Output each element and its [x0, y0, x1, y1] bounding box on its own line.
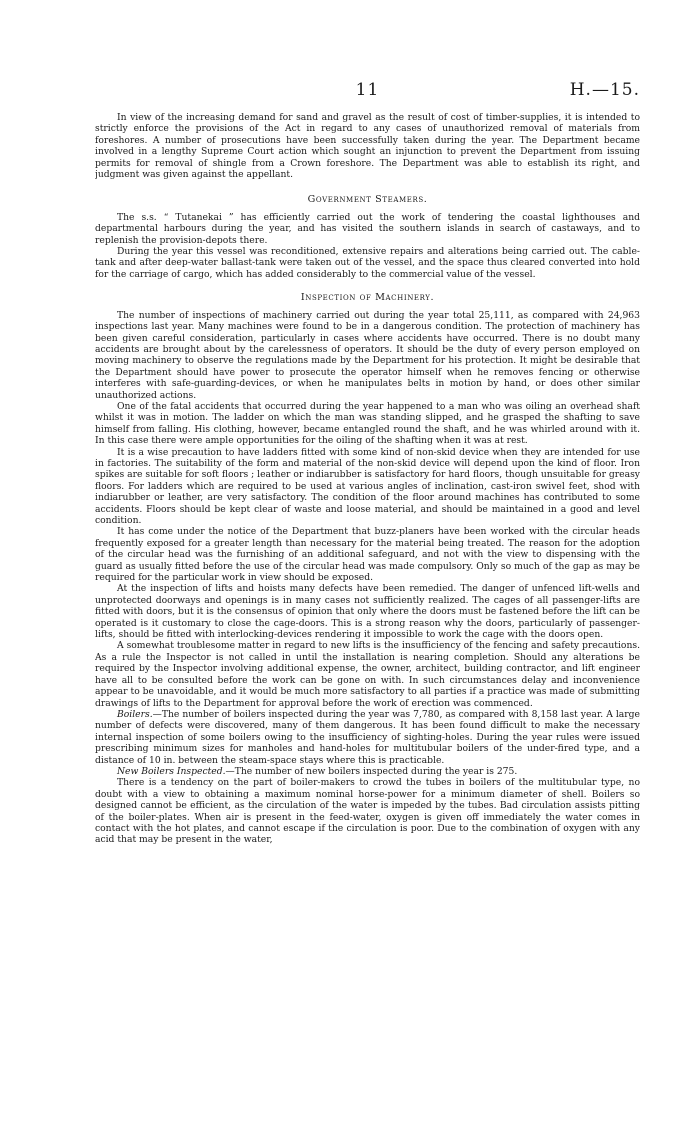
new-boilers-text: —The number of new boilers inspected during the year is 275. [225, 765, 518, 777]
boilers-text: —The number of boilers inspected during the year was 7,780, as compared with 8,158 last year. A large number of defects were discovered, many of them dangerous. It has been found difficult to make the necessary internal inspection of some boilers owing to the insufficiency of sighting-holes. During the year rules were issued prescribing minimum sizes for manholes and hand-holes for multitubular boilers of the under-fired type, and a distance of 10 in. between the steam-space stays where this is practicable. [95, 708, 640, 766]
boilers-paragraph [95, 709, 640, 766]
new-boilers-label: New Boilers Inspected. [117, 765, 226, 777]
machinery-paragraph-3: It is a wise precaution to have ladders fitted with some kind of non-skid device when they are intended for use in factories. The suitability of the form and material of the non-skid device will depend upon the kind of floor. Iron spikes are suitable for soft floors ; leather or indiarubber is satisfactory for hard floors, though unsuitable for greasy floors. For ladders which are required to be used at various angles of inclination, cast-iron swivel feet, shod with indiarubber or leather, are very satisfactory. The condition of the floor around machines has contributed to some accidents. Floors should be kept clear of waste and loose material, and should be maintained in a good and level condition. [95, 446, 640, 526]
document-reference: H.—15. [569, 80, 640, 100]
intro-paragraph: In view of the increasing demand for sand and gravel as the result of cost of timber-supplies, it is intended to strictly enforce the provisions of the Act in regard to any cases of unauthorized removal of materials from foreshores. A number of prosecutions have been successfully taken during the year. The Department became involved in a lengthy Supreme Court action which sought an injunction to prevent the Department from issuing permits for removal of shingle from a Crown foreshore. The Department was able to establish its right, and judgment was given against the appellant. [95, 112, 640, 181]
document-body [95, 112, 640, 1112]
final-paragraph: There is a tendency on the part of boiler-makers to crowd the tubes in boilers of the multitubular type, no doubt with a view to obtaining a maximum nominal horse-power for a minimum diameter of shell. Boilers so designed cannot be efficient, as the circulation of the water is impeded by the tubes. Bad circulation assists pitting of the boiler-plates. When air is present in the feed-water, oxygen is given off immediately the water comes in contact with the hot plates, and cannot escape if the circulation is poor. Due to the combination of oxygen with any acid that may be present in the water, [95, 777, 640, 846]
page-header [95, 80, 640, 104]
section-heading-machinery: Inspection of Machinery. [300, 292, 435, 304]
steamers-paragraph-1: The s.s. “ Tutanekai ” has efficiently carried out the work of tendering the coastal lighthouses and departmental harbours during the year, and has visited the southern islands in search of castaways, and to replenish the provision-depots there. [95, 211, 640, 246]
machinery-paragraph-4: It has come under the notice of the Department that buzz-planers have been worked with the circular heads frequently exposed for a greater length than necessary for the material being treated. The reason for the adoption of the circular head was the furnishing of an additional safeguard, and not with the view to dispensing with the guard as usually fitted before the use of the circular head was made compulsory. Only so much of the gap as may be required for the particular work in view should be exposed. [95, 526, 640, 584]
page-number: 11 [355, 80, 380, 100]
machinery-paragraph-6: A somewhat troublesome matter in regard to new lifts is the insufficiency of the fencing and safety precautions. As a rule the Inspector is not called in until the installation is nearing completion. Should any alterations be required by the Inspector involving additional expense, the owner, architect, building contractor, and lift engineer have all to be consulted before the work can be gone on with. In such circumstances delay and inconvenience appear to be unavoidable, and it would be much more satisfactory to all parties if a practice was made of submitting drawings of lifts to the Department for approval before the work of erection was commenced. [95, 640, 640, 709]
section-heading-steamers: Government Steamers. [307, 194, 428, 206]
machinery-paragraph-5: At the inspection of lifts and hoists many defects have been remedied. The danger of unfenced lift-wells and unprotected doorways and openings is in many cases not sufficiently realized. The cages of all passenger-lifts are fitted with doors, but it is the consensus of opinion that only where the doors must be fastened before the lift can be operated is it customary to close the cage-doors. This is a strong reason why the doors, particularly of passenger-lifts, should be fitted with interlocking-devices rendering it impossible to work the cage with the doors open. [95, 583, 640, 641]
steamers-paragraph-2: During the year this vessel was reconditioned, extensive repairs and alterations being carried out. The cable-tank and after deep-water ballast-tank were taken out of the vessel, and the space thus cleared converted into hold for the carriage of cargo, which has added considerably to the commercial value of the vessel. [95, 246, 640, 280]
new-boilers-paragraph [95, 766, 640, 777]
machinery-paragraph-1: The number of inspections of machinery carried out during the year total 25,111, as compared with 24,963 inspections last year. Many machines were found to be in a dangerous condition. The protection of machinery has been given careful consideration, particularly in cases where accidents have occurred. There is no doubt many accidents are brought about by the carelessness of operators. It should be the duty of every person employed on moving machinery to observe the regulations made by the Department for his protection. It might be desirable that the Department should have power to prosecute the operator himself when he removes fencing or otherwise interferes with safe-guarding-devices, or when he manipulates belts in motion by hand, or does other similar unauthorized actions. [95, 309, 640, 401]
boilers-label: Boilers. [117, 708, 153, 720]
machinery-paragraph-2: One of the fatal accidents that occurred during the year happened to a man who was oiling an overhead shaft whilst it was in motion. The ladder on which the man was standing slipped, and he grasped the shafting to save himself from falling. His clothing, however, became entangled round the shaft, and he was whirled around with it. In this case there were ample opportunities for the oiling of the shafting when it was at rest. [95, 400, 640, 447]
